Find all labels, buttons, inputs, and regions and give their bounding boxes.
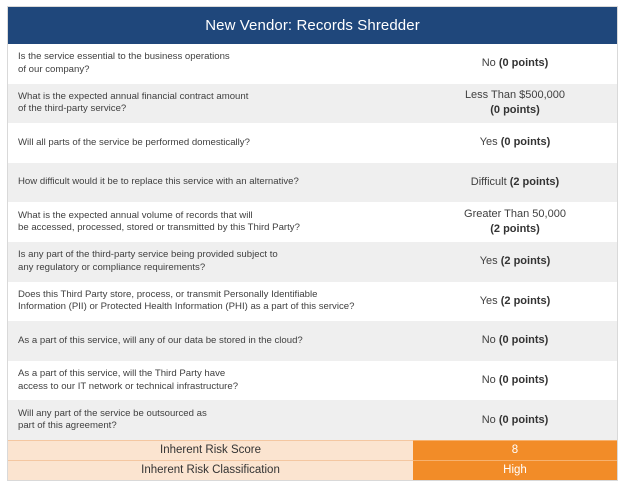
card-title: New Vendor: Records Shredder xyxy=(8,7,617,44)
points-text: (2 points) xyxy=(500,294,551,307)
risk-score-row xyxy=(8,440,617,460)
question-row xyxy=(8,282,617,322)
answer-text: Difficult xyxy=(470,176,507,189)
question-text: Will any part of the service be outsourced as part of this agreement? xyxy=(18,407,207,432)
question-text: What is the expected annual financial contract amount of the third-party service? xyxy=(18,90,249,115)
risk-classification-row xyxy=(8,460,617,480)
points-text: (0 points) xyxy=(498,57,549,70)
answer-text: No xyxy=(481,374,496,387)
question-row xyxy=(8,44,617,84)
answer-cell xyxy=(413,44,617,84)
question-text: Is the service essential to the business operations of our company? xyxy=(18,51,230,75)
question-row xyxy=(8,123,617,163)
question-row xyxy=(8,242,617,282)
answer-text: No xyxy=(481,413,496,426)
question-text: As a part of this service, will any of our data be stored in the cloud? xyxy=(18,334,303,346)
points-text: (0 points) xyxy=(490,104,540,117)
points-text: (2 points) xyxy=(490,223,540,236)
answer-text: Less Than $500,000 xyxy=(464,89,566,102)
answer-text: Yes xyxy=(479,255,498,268)
answer-cell xyxy=(413,321,617,361)
vendor-risk-card xyxy=(7,6,618,481)
points-text: (2 points) xyxy=(509,176,560,189)
answer-cell xyxy=(413,202,617,242)
points-text: (0 points) xyxy=(500,136,551,149)
answer-text: Yes xyxy=(479,136,498,149)
answer-text: No xyxy=(481,334,496,347)
answer-text: Yes xyxy=(479,294,498,307)
risk-classification-value: High xyxy=(413,460,617,480)
question-text: Does this Third Party store, process, or transmit Personally Identifiable Information (PII) or Protected Health Information (PHI) as a part of this service? xyxy=(18,288,355,313)
answer-text: Greater Than 50,000 xyxy=(464,208,566,221)
question-row xyxy=(8,321,617,361)
risk-score-value: 8 xyxy=(413,440,617,460)
answer-cell xyxy=(413,282,617,322)
question-text: How difficult would it be to replace this service with an alternative? xyxy=(18,176,299,188)
question-row xyxy=(8,84,617,124)
question-text: Is any part of the third-party service being provided subject to any regulatory or compliance requirements? xyxy=(18,249,278,273)
question-text: As a part of this service, will the Third Party have access to our IT network or technical infrastructure? xyxy=(18,368,239,392)
answer-cell xyxy=(413,400,617,440)
points-text: (0 points) xyxy=(498,413,549,426)
answer-cell xyxy=(413,84,617,124)
question-row xyxy=(8,400,617,440)
points-text: (0 points) xyxy=(498,334,549,347)
answer-cell xyxy=(413,163,617,203)
answer-cell xyxy=(413,361,617,401)
points-text: (0 points) xyxy=(498,374,549,387)
answer-cell xyxy=(413,123,617,163)
points-text: (2 points) xyxy=(500,255,551,268)
question-row xyxy=(8,361,617,401)
risk-classification-label: Inherent Risk Classification xyxy=(8,460,413,480)
question-text: Will all parts of the service be performed domestically? xyxy=(18,136,250,148)
answer-text: No xyxy=(481,57,496,70)
question-row xyxy=(8,163,617,203)
risk-score-label: Inherent Risk Score xyxy=(8,440,413,460)
question-row xyxy=(8,202,617,242)
question-text: What is the expected annual volume of records that will be accessed, processed, stored or transmitted by this Third Party? xyxy=(18,209,300,234)
question-list xyxy=(8,44,617,440)
answer-cell xyxy=(413,242,617,282)
